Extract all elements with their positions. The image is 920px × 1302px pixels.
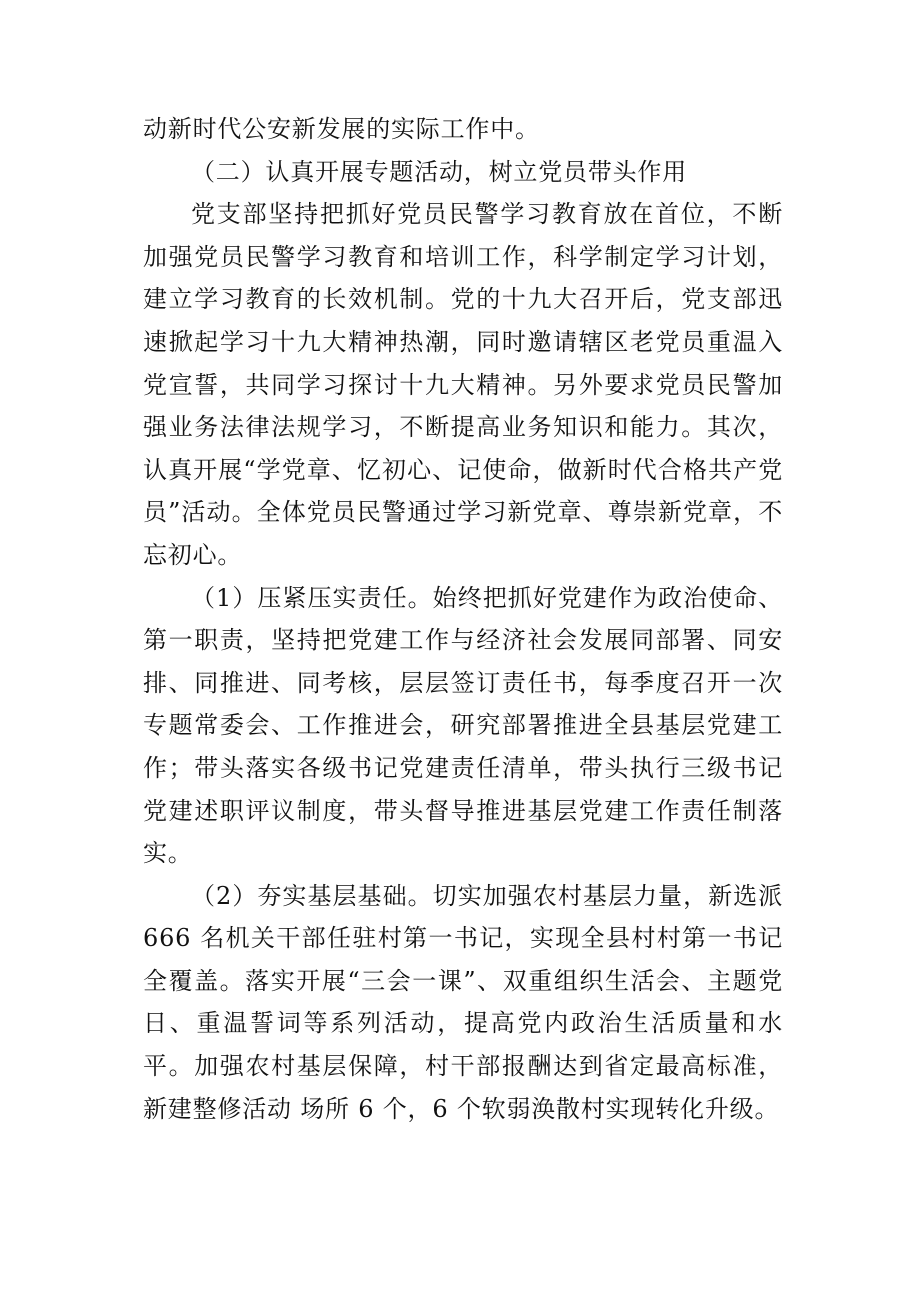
body-paragraph-grassroots: （2）夯实基层基础。切实加强农村基层力量，新选派 666 名机关干部任驻村第一书记，实现全县村村第一书记全覆盖。落实开展“三会一课”、双重组织生活会、主题党日、重温誓词等系列活动，提高党内政治生活质量和水平。加强农村基层保障，村干部报酬达到省定最高标准，新建整修活动 场所 6 个，6 个软弱涣散村实现转化升级。 [143, 881, 783, 1123]
body-paragraph-party-study: 党支部坚持把抓好党员民警学习教育放在首位，不断加强党员民警学习教育和培训工作，科学制定学习计划，建立学习教育的长效机制。党的十九大召开后，党支部迅速掀起学习十九大精神热潮，同时邀请辖区老党员重温入党宣誓，共同学习探讨十九大精神。另外要求党员民警加强业务法律法规学习，不断提高业务知识和能力。其次，认真开展“学党章、忆初心、记使命，做新时代合格共产党员”活动。全体党员民警通过学习新党章、尊崇新党章，不忘初心。 [143, 200, 783, 569]
document-body [143, 108, 783, 1130]
continuation-paragraph: 动新时代公安新发展的实际工作中。 [143, 115, 540, 143]
body-paragraph-responsibility: （1）压紧压实责任。始终把抓好党建作为政治使命、第一职责，坚持把党建工作与经济社会发展同部署、同安排、同推进、同考核，层层签订责任书，每季度召开一次专题常委会、工作推进会，研究部署推进全县基层党建工作；带头落实各级书记党建责任清单，带头执行三级书记党建述职评议制度，带头督导推进基层党建工作责任制落实。 [143, 583, 783, 868]
section-heading: （二）认真开展专题活动，树立党员带头作用 [191, 157, 687, 186]
